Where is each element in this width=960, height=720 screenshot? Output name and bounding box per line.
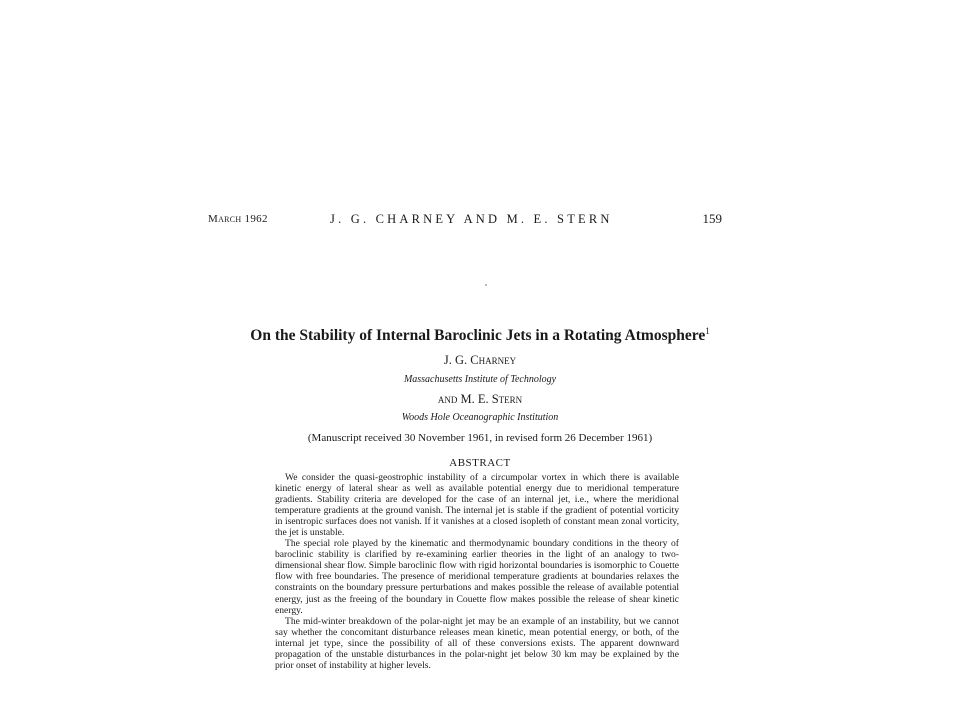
page-number: 159 bbox=[702, 211, 722, 226]
manuscript-dates: (Manuscript received 30 November 1961, in revised form 26 December 1961) bbox=[307, 432, 653, 444]
running-head bbox=[208, 210, 728, 230]
issue-date: March 1962 bbox=[208, 213, 268, 225]
abstract-paragraph-3: The mid-winter breakdown of the polar-night jet may be an example of an instability, but we cannot say whether the concomitant disturbance releases mean kinetic, mean potential energy, or both, of the internal jet type, since the possibility of all of these conversions exists. The apparent downward propagation of the unstable disturbances in the polar-night jet below 30 km may be explained by the prior onset of instability at higher levels. bbox=[275, 615, 679, 671]
running-head-authors: J. G. CHARNEY AND M. E. STERN bbox=[330, 212, 613, 226]
scan-speck bbox=[485, 284, 487, 286]
paper-title bbox=[200, 327, 760, 345]
title-footnote-marker: 1 bbox=[705, 325, 710, 336]
paper-title-text: On the Stability of Internal Baroclinic Jets in a Rotating Atmosphere bbox=[250, 327, 706, 344]
author-1-name: J. G. Charney bbox=[443, 353, 517, 367]
abstract-paragraph-1: We consider the quasi-geostrophic instability of a circumpolar vortex in which there is available kinetic energy of lateral shear as well as available potential energy due to meridional temperature gradients. Stability criteria are developed for the case of an internal jet, i.e., where the meridional temperature gradients at the ground vanish. The internal jet is stable if the gradient of potential vorticity in isentropic surfaces does not vanish. If it vanishes at a closed isopleth of constant mean zonal vorticity, the jet is unstable. bbox=[275, 472, 679, 539]
abstract-heading: ABSTRACT bbox=[449, 457, 511, 469]
author-1-affiliation: Massachusetts Institute of Technology bbox=[403, 374, 557, 385]
abstract-paragraph-2: The special role played by the kinematic and thermodynamic boundary conditions in the theory of baroclinic stability is clarified by re-examining earlier theories in the light of an analogy to two-dimensional shear flow. Simple baroclinic flow with rigid horizontal boundaries is isomorphic to Couette flow with free boundaries. The presence of meridional temperature gradients at boundaries relaxes the constraints on the boundary pressure perturbations and makes possible the release of available potential energy, just as the freeing of the boundary in Couette flow makes possible the release of shear kinetic energy. bbox=[275, 538, 679, 616]
abstract-body bbox=[275, 472, 679, 671]
author-2-affiliation: Woods Hole Oceanographic Institution bbox=[401, 412, 559, 423]
author-2-name: and M. E. Stern bbox=[437, 392, 523, 406]
